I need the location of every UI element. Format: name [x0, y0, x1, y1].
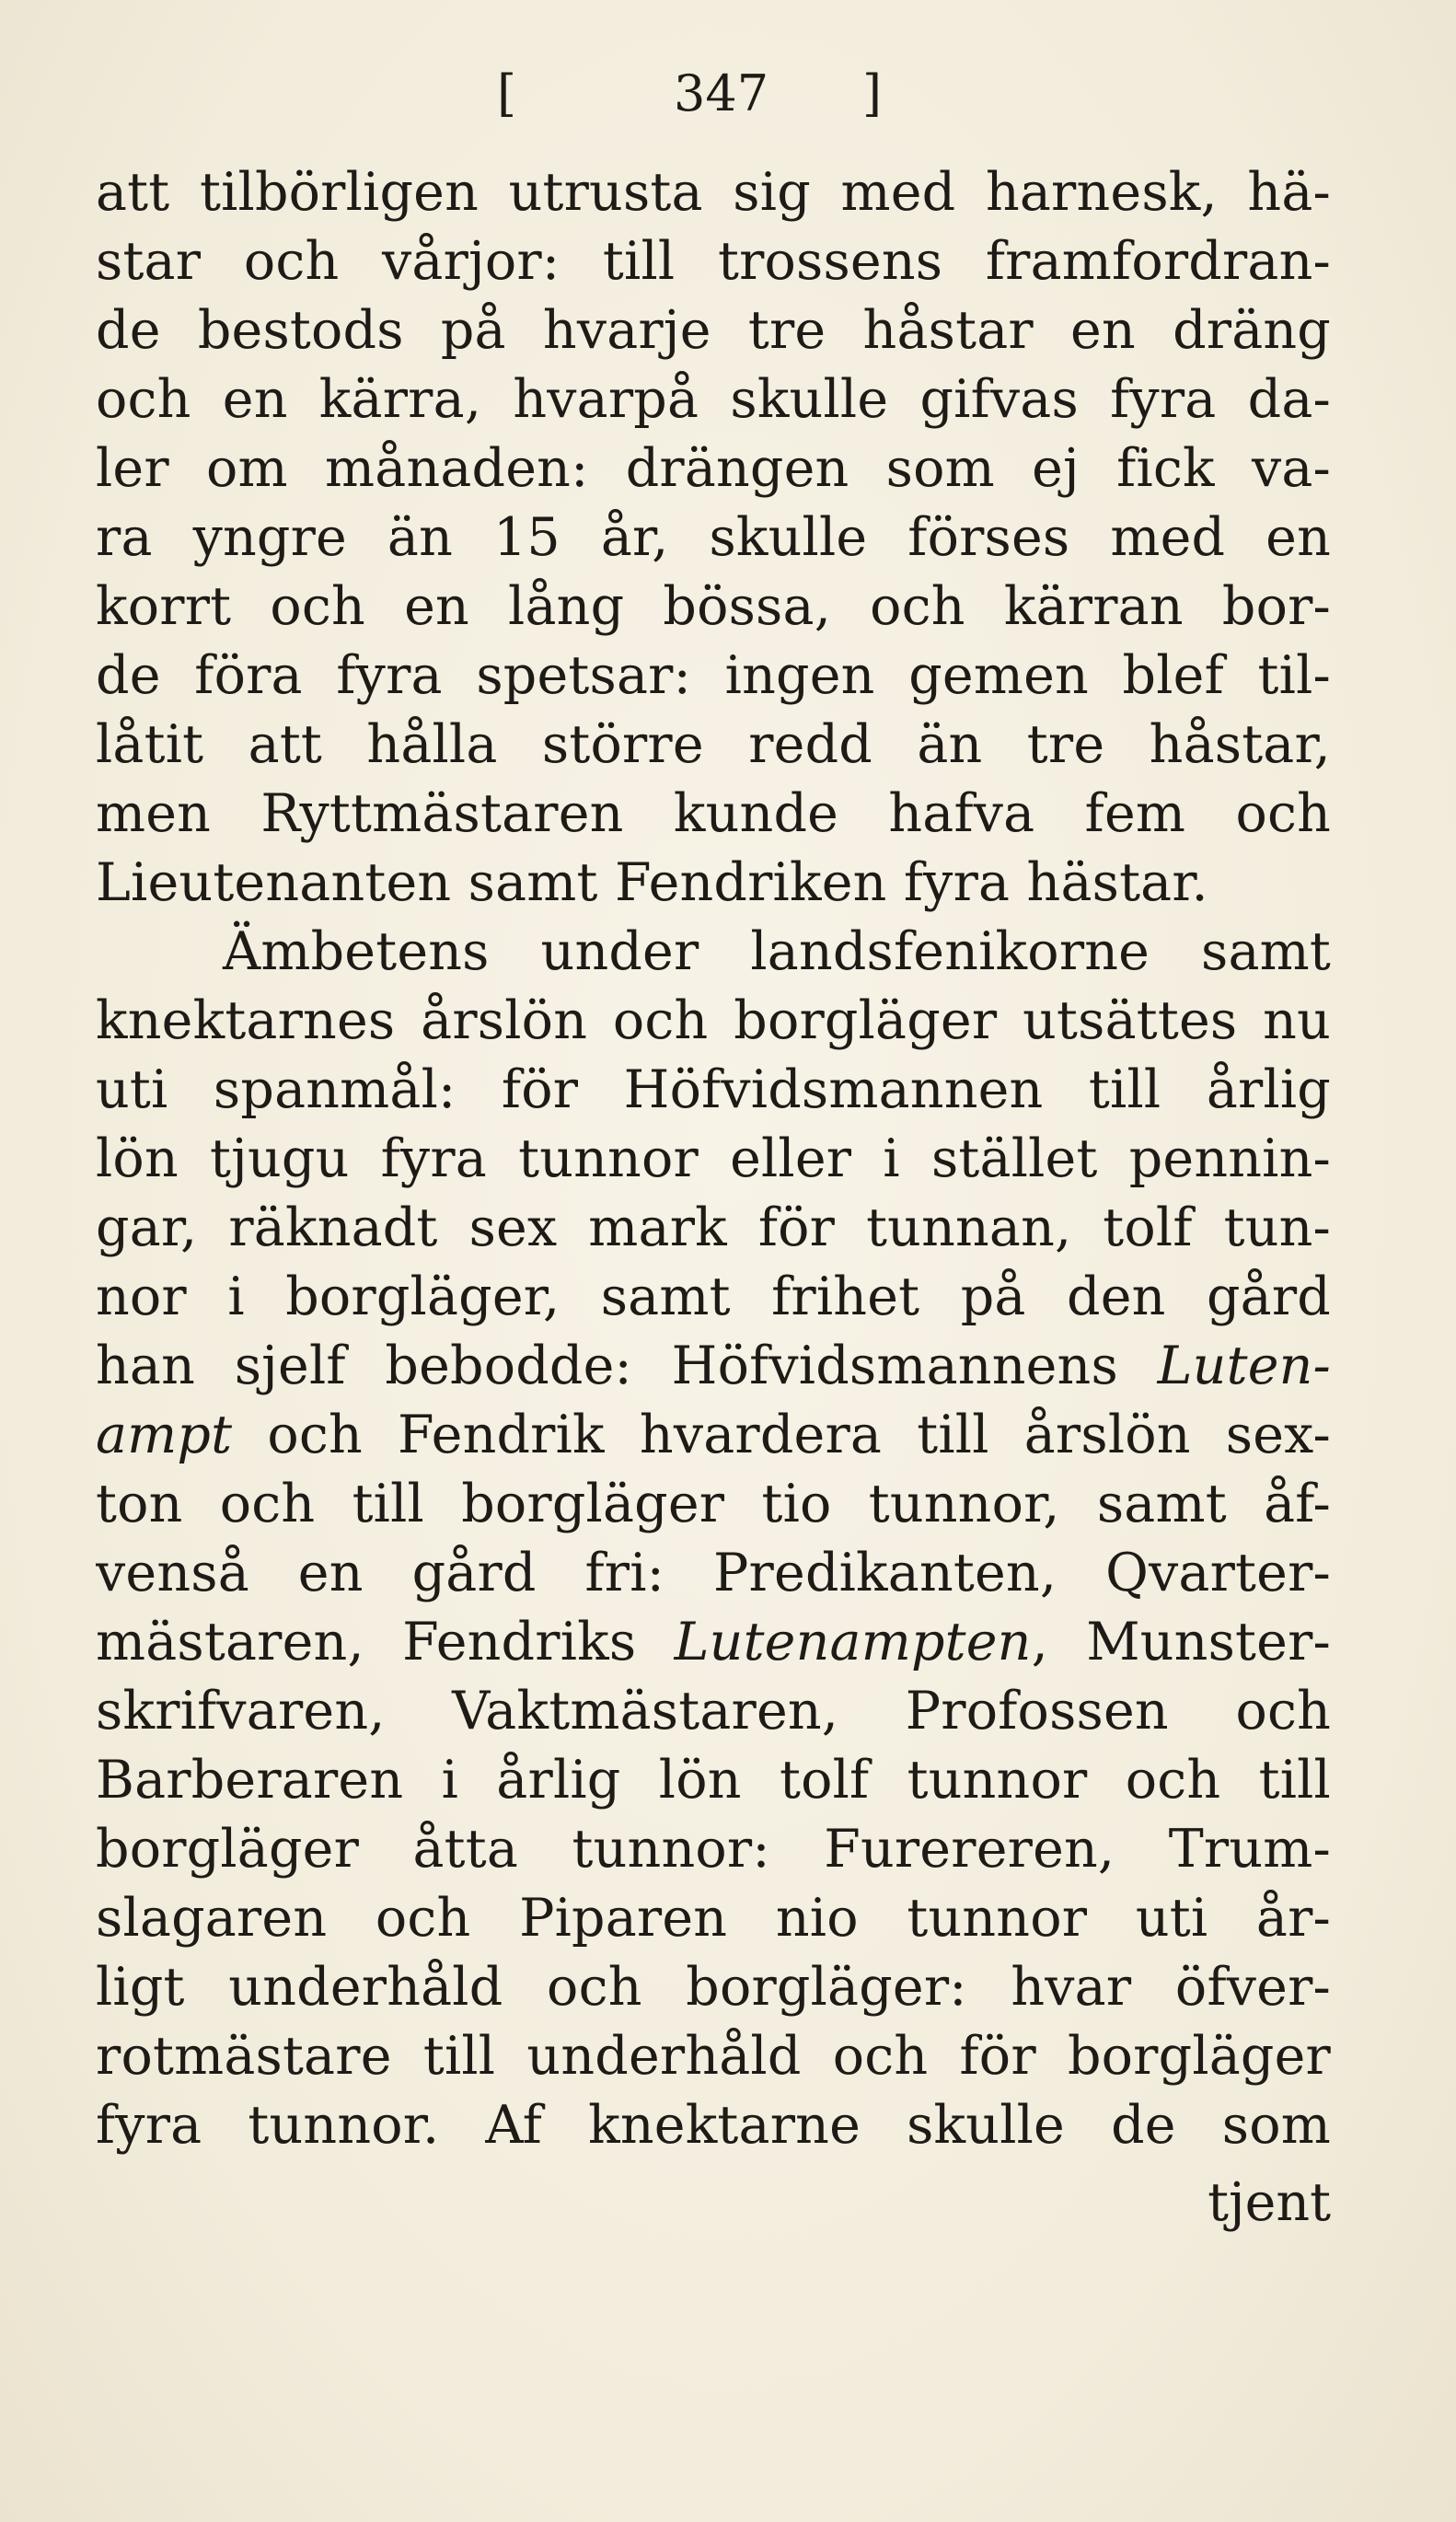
text-line: ampt och Fendrik hvardera till årslön sex- — [96, 1405, 1331, 1465]
page-header — [0, 57, 1456, 131]
text-line: uti spanmål: för Höfvidsmannen till årlig — [96, 1059, 1331, 1120]
text-line: knektarnes årslön och borgläger utsättes nu — [96, 990, 1331, 1051]
header-bracket-right: ] — [862, 64, 883, 122]
text-line: star och vårjor: till trossens framfordran- — [96, 231, 1331, 292]
text-line: venså en gård fri: Predikanten, Qvarter- — [96, 1543, 1331, 1603]
text-line: ligt underhåld och borgläger: hvar öfver- — [96, 1957, 1331, 2018]
text-line: fyra tunnor. Af knektarne skulle de som — [96, 2095, 1331, 2156]
text-line: lön tjugu fyra tunnor eller i stället pennin- — [96, 1128, 1331, 1189]
body-text — [96, 158, 1331, 2160]
text-line: han sjelf bebodde: Höfvidsmannens Luten- — [96, 1336, 1331, 1396]
text-line: gar, räknadt sex mark för tunnan, tolf tun- — [96, 1197, 1331, 1258]
header-bracket-left: [ — [497, 64, 517, 122]
text-line: borgläger åtta tunnor: Furereren, Trum- — [96, 1819, 1331, 1880]
text-line: Lieutenanten samt Fendriken fyra hästar. — [96, 852, 1208, 913]
text-line: nor i borgläger, samt frihet på den gård — [96, 1267, 1331, 1327]
text-line: ler om månaden: drängen som ej fick va- — [96, 438, 1331, 499]
text-line: Barberaren i årlig lön tolf tunnor och till — [96, 1750, 1331, 1811]
text-line: att tilbörligen utrusta sig med harnesk, hä- — [96, 162, 1331, 223]
text-line: och en kärra, hvarpå skulle gifvas fyra da- — [96, 369, 1331, 430]
text-line: ton och till borgläger tio tunnor, samt åf- — [96, 1474, 1331, 1534]
text-line: rotmästare till underhåld och för borgläger — [96, 2026, 1331, 2087]
italic-term: ampt — [96, 1405, 233, 1465]
text-line: låtit att hålla större redd än tre håstar, — [96, 714, 1331, 775]
catchword: tjent — [1208, 2172, 1331, 2233]
text-line: de bestods på hvarje tre håstar en dräng — [96, 300, 1331, 361]
page-number: 347 — [674, 64, 769, 122]
italic-term: Lutenampten — [674, 1612, 1032, 1672]
text-line: ra yngre än 15 år, skulle förses med en — [96, 507, 1331, 568]
text-line: men Ryttmästaren kunde hafva fem och — [96, 783, 1331, 844]
text-line: mästaren, Fendriks Lutenampten, Munster- — [96, 1612, 1331, 1672]
paragraph-start-line: Ämbetens under landsfenikorne samt — [223, 921, 1331, 982]
text-line: slagaren och Piparen nio tunnor uti år- — [96, 1888, 1331, 1949]
text-line: skrifvaren, Vaktmästaren, Profossen och — [96, 1681, 1331, 1741]
text-line: korrt och en lång bössa, och kärran bor- — [96, 576, 1331, 637]
italic-term: Luten- — [1157, 1336, 1331, 1396]
text-line: de föra fyra spetsar: ingen gemen blef til- — [96, 645, 1331, 706]
